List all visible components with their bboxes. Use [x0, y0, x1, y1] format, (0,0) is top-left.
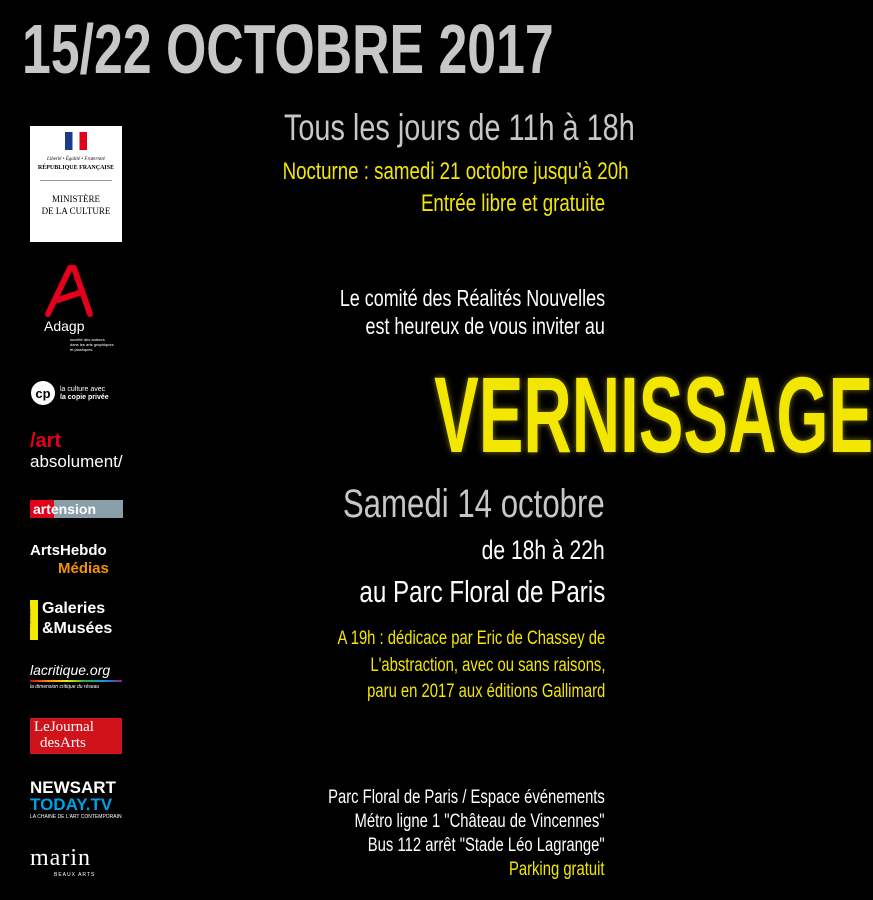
- art-absolument-line-1: /art: [30, 430, 62, 452]
- ministere-republic: RÉPUBLIQUE FRANÇAISE: [37, 165, 115, 171]
- copie-privee-logo: [30, 378, 125, 408]
- ministere-divider: [40, 180, 112, 181]
- journal-line-2: desArts: [40, 735, 86, 751]
- marin-sub: BEAUX ARTS: [54, 872, 96, 878]
- dedicace-line-3: paru en 2017 aux éditions Gallimard: [366, 681, 605, 702]
- copie-line-2: la copie privée: [60, 394, 109, 401]
- art-absolument-logo: [30, 430, 130, 474]
- lacritique-logo: [30, 662, 130, 694]
- access-line-1: Parc Floral de Paris / Espace événements: [328, 787, 605, 808]
- ministere-line-1: MINISTÈRE: [52, 194, 100, 204]
- galeries-line-2: &Musées: [42, 620, 113, 637]
- newsart-sub: LA CHAINE DE L'ART CONTEMPORAIN: [30, 814, 122, 820]
- newsart-line-2: TODAY.TV: [30, 795, 113, 814]
- artshebdo-logo: [30, 542, 130, 582]
- galeries-tag: l'officiel: [26, 607, 33, 627]
- entry-line: Entrée libre et gratuite: [420, 190, 605, 217]
- access-line-2: Métro ligne 1 "Château de Vincennes": [354, 811, 605, 832]
- newsart-line-1: NEWSART: [30, 778, 116, 797]
- vernissage-time: de 18h à 22h: [482, 535, 605, 565]
- adagp-logo: [30, 262, 125, 357]
- dedicace-line-2: L'abstraction, avec ou sans raisons,: [369, 655, 605, 676]
- copie-privee-icon: [30, 380, 56, 406]
- adagp-name: Adagp: [44, 318, 85, 334]
- invite-line-2: est heureux de vous inviter au: [365, 313, 605, 339]
- ministere-line-2: DE LA CULTURE: [41, 206, 111, 216]
- svg-text:cp: cp: [35, 386, 51, 401]
- access-line-4: Parking gratuit: [509, 859, 605, 880]
- galeries-line-1: Galeries: [42, 600, 106, 617]
- vernissage-place: au Parc Floral de Paris: [359, 574, 605, 609]
- copie-line-1: la culture avec: [60, 386, 106, 393]
- vernissage-date: Samedi 14 octobre: [343, 482, 605, 526]
- opening-hours: Tous les jours de 11h à 18h: [283, 107, 635, 148]
- ministere-logo: [30, 126, 122, 242]
- journal-line-1: LeJournal: [34, 719, 94, 735]
- adagp-sub-1: société des auteurs: [70, 337, 105, 342]
- journal-des-arts-logo: [30, 718, 122, 754]
- artshebdo-line-2: Médias: [58, 560, 109, 577]
- lacritique-sub: la dimension critique du réseau: [30, 684, 100, 690]
- invite-line-1: Le comité des Réalités Nouvelles: [339, 285, 605, 311]
- artshebdo-line-1: ArtsHebdo: [30, 542, 107, 559]
- artension-name: artension: [33, 501, 97, 517]
- vernissage-title: VERNISSAGE: [434, 354, 873, 475]
- adagp-sub-3: et plastiques: [70, 347, 93, 352]
- access-line-3: Bus 112 arrêt "Stade Léo Lagrange": [368, 835, 605, 856]
- lacritique-color-bar: [30, 680, 122, 682]
- newsart-today-logo: [30, 778, 130, 822]
- adagp-sub-2: dans les arts graphiques: [70, 342, 114, 347]
- marin-name: marin: [30, 845, 91, 871]
- artension-logo: [30, 500, 123, 518]
- marin-logo: [30, 845, 130, 881]
- art-absolument-line-2: absolument/: [30, 452, 123, 471]
- ministere-motto: Liberté • Égalité • Fraternité: [47, 157, 105, 162]
- galeries-musees-logo: [26, 600, 130, 642]
- dates-title: 15/22 OCTOBRE 2017: [22, 10, 554, 88]
- nocturne-line: Nocturne : samedi 21 octobre jusqu'à 20h: [282, 158, 629, 185]
- lacritique-name: lacritique.org: [30, 662, 111, 678]
- adagp-a-icon: [40, 262, 100, 322]
- french-flag-icon: [65, 132, 87, 150]
- dedicace-line-1: A 19h : dédicace par Eric de Chassey de: [337, 628, 605, 649]
